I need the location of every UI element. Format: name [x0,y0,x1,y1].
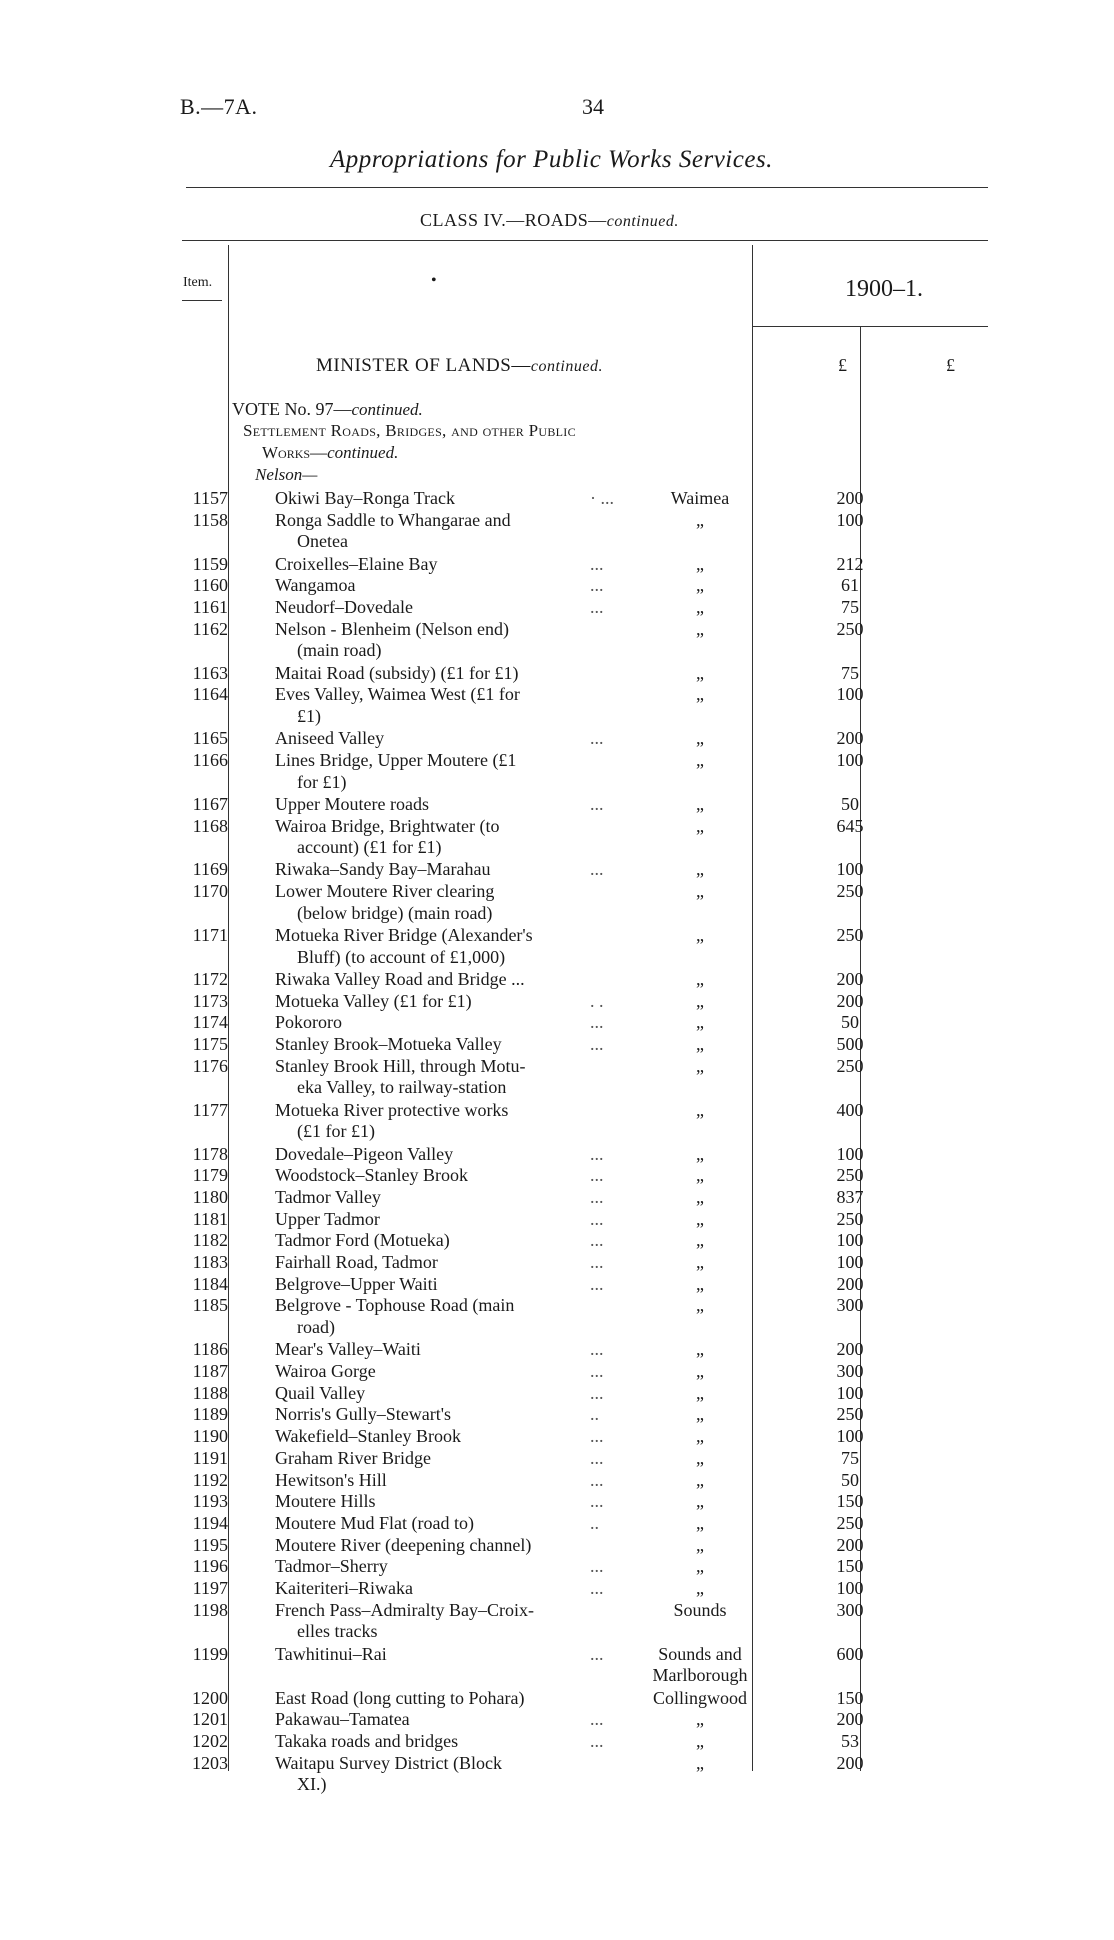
leader-dots: ... [590,1709,604,1730]
amount: 200 [836,488,864,508]
table-row [0,815,1114,858]
item-description-continued: for £1) [297,771,347,792]
item-description: Motueka River Bridge (Alexander's [275,925,533,945]
item-description: Riwaka Valley Road and Bridge ... [275,968,525,989]
item-description: Norris's Gully–Stewart's [275,1404,451,1425]
amount: 200 [836,968,864,989]
amount: 75 [841,597,859,617]
table-row [0,488,1114,510]
table-row [0,1295,1114,1338]
leader-dots: ... [590,1426,604,1447]
amount: 100 [836,509,864,530]
table-row [0,1470,1114,1492]
item-number: 1203 [192,1752,228,1773]
leader-dots: ... [590,1578,604,1598]
item-number: 1196 [192,1556,228,1577]
table-row [0,1055,1114,1098]
amount: 200 [836,728,864,749]
item-number: 1172 [192,968,228,989]
item-number: 1199 [192,1643,228,1664]
district: „ [696,1469,704,1490]
leader-dots: ... [590,597,604,617]
item-description: Upper Moutere roads [275,793,429,814]
table-row [0,1426,1114,1448]
table-row [0,1448,1114,1470]
amount: 645 [836,815,864,836]
amount: 100 [836,859,864,880]
district: „ [696,1230,704,1251]
district: „ [696,1709,704,1730]
item-description: Tadmor Ford (Motueka) [275,1230,450,1251]
district: „ [696,990,704,1011]
district-continued: Marlborough [652,1665,748,1686]
item-description: Quail Valley [275,1382,366,1403]
district: „ [696,968,704,989]
table-row [0,1361,1114,1383]
item-description-continued: (below bridge) (main road) [297,902,493,923]
item-number: 1166 [192,749,228,770]
amount: 250 [836,925,864,945]
district: „ [696,1730,704,1751]
amount: 50 [841,793,859,814]
item-description: Fairhall Road, Tadmor [275,1252,438,1272]
item-number: 1201 [192,1709,228,1730]
leader-dots: . . [590,990,604,1011]
leader-dots: ... [590,1273,604,1294]
item-description: Eves Valley, Waimea West (£1 for [275,684,520,705]
item-description: Croixelles–Elaine Bay [275,553,438,574]
item-number: 1163 [192,662,228,683]
leader-dots: ... [590,1034,604,1054]
district: „ [696,881,704,902]
item-description: Wairoa Gorge [275,1361,376,1381]
item-number: 1160 [192,575,228,596]
amount: 100 [836,1143,864,1164]
district: „ [696,1252,704,1272]
district: „ [696,1273,704,1294]
district: „ [696,1034,704,1054]
item-number: 1158 [192,509,228,530]
district: „ [696,1012,704,1033]
district: Sounds [673,1599,727,1620]
amount: 100 [836,684,864,705]
leader-dots: ... [590,1230,604,1251]
table-row [0,663,1114,685]
district: „ [696,859,704,880]
table-row [0,618,1114,661]
item-number: 1179 [192,1165,228,1186]
item-number: 1161 [192,597,228,617]
item-number: 1157 [192,488,228,508]
leader-dots: ... [590,859,604,880]
vote-heading: VOTE No. 97—continued. [232,399,423,419]
district: „ [696,618,704,639]
item-number: 1168 [192,815,228,836]
leader-dots: ... [590,1447,604,1468]
leader-dots: ... [590,1165,604,1186]
table-row [0,1383,1114,1405]
leader-dots: ... [590,1143,604,1164]
leader-dots: ... [590,1643,604,1664]
amount: 150 [836,1687,864,1708]
table-row [0,554,1114,576]
item-description: Belgrove–Upper Waiti [275,1273,438,1294]
item-description: Wangamoa [275,575,356,596]
region-heading: Nelson— [255,465,318,484]
item-description: Stanley Brook–Motueka Valley [275,1034,502,1054]
amount: 250 [836,1404,864,1425]
amount: 300 [836,1361,864,1381]
item-description-continued: (main road) [297,640,382,661]
table-row [0,1034,1114,1056]
district: „ [696,1099,704,1120]
item-number: 1175 [192,1034,228,1054]
item-description: Waitapu Survey District (Block [275,1752,503,1773]
table-row [0,1144,1114,1166]
item-number: 1164 [192,684,228,705]
amount: 61 [841,575,859,596]
item-number: 1173 [192,990,228,1011]
item-description: Pokororo [275,1012,342,1033]
district: „ [696,509,704,530]
leader-dots: ... [590,1556,604,1577]
item-number: 1167 [192,793,228,814]
table-row [0,1599,1114,1642]
item-description: Dovedale–Pigeon Valley [275,1143,454,1164]
district: Sounds and [658,1643,742,1664]
district: „ [696,553,704,574]
amount: 200 [836,1273,864,1294]
page-title: Appropriations for Public Works Services. [330,146,773,173]
item-description-continued: Onetea [297,531,348,552]
amount: 200 [836,1752,864,1773]
district: „ [696,1447,704,1468]
item-description: Neudorf–Dovedale [275,597,413,617]
item-number: 1183 [192,1252,228,1272]
table-row [0,794,1114,816]
item-description: Upper Tadmor [275,1208,380,1229]
item-description: East Road (long cutting to Pohara) [275,1687,525,1708]
item-number: 1174 [192,1012,228,1033]
leader-dots: ... [590,1491,604,1512]
table-row [0,1252,1114,1274]
item-description: Tadmor–Sherry [275,1556,388,1577]
district: „ [696,1186,704,1207]
leader-dots: .. [590,1404,599,1425]
table-row [0,991,1114,1013]
item-number: 1187 [192,1361,228,1381]
table-row [0,859,1114,881]
table-row [0,925,1114,967]
item-description: Riwaka–Sandy Bay–Marahau [275,859,491,880]
leader-dots: ... [590,1730,604,1751]
district: „ [696,749,704,770]
amount: 212 [836,553,864,574]
amount: 150 [836,1491,864,1512]
item-number: 1178 [192,1143,228,1164]
table-row [0,728,1114,750]
item-description-continued: (£1 for £1) [297,1121,375,1142]
item-description: Motueka Valley (£1 for £1) [275,990,472,1011]
item-number: 1200 [192,1687,228,1708]
leader-dots: ... [590,728,604,749]
item-description: French Pass–Admiralty Bay–Croix- [275,1599,534,1620]
table-row [0,684,1114,726]
amount: 150 [836,1556,864,1577]
amount: 600 [836,1643,864,1664]
amount: 200 [836,1534,864,1555]
item-number: 1182 [192,1230,228,1251]
district: „ [696,925,704,945]
item-number: 1169 [192,859,228,880]
leader-dots: ... [590,793,604,814]
table-row [0,969,1114,991]
leader-dots: .. [590,1512,599,1533]
item-number: 1180 [192,1186,228,1207]
item-description-continued: eka Valley, to railway-station [297,1077,507,1098]
item-number: 1186 [192,1339,228,1360]
table-row [0,1578,1114,1600]
district: „ [696,1404,704,1425]
table-row [0,1731,1114,1753]
district: „ [696,575,704,596]
table-row [0,1513,1114,1535]
district: „ [696,728,704,749]
item-number: 1189 [192,1404,228,1425]
district: „ [696,1578,704,1598]
leader-dots: ... [590,1252,604,1272]
minister-heading: MINISTER OF LANDS—continued. [316,355,603,376]
item-description: Moutere Mud Flat (road to) [275,1512,474,1533]
district: „ [696,597,704,617]
table-row [0,597,1114,619]
amount: 75 [841,662,859,683]
divider [752,326,988,327]
amount: 250 [836,881,864,902]
item-description: Stanley Brook Hill, through Motu- [275,1055,526,1076]
district: „ [696,684,704,705]
item-description-continued: XI.) [297,1774,327,1795]
table-row [0,1209,1114,1231]
district: „ [696,1339,704,1360]
subheading-line: Settlement Roads, Bridges, and other Public [243,421,576,440]
table-row [0,1404,1114,1426]
item-number: 1176 [192,1055,228,1076]
district: „ [696,662,704,683]
table-row [0,749,1114,792]
item-description: Moutere Hills [275,1491,376,1512]
table-row [0,1099,1114,1142]
amount: 100 [836,1382,864,1403]
table-row [0,1012,1114,1034]
document-reference: B.—7A. [180,94,258,119]
leader-dots: · ... [590,488,614,508]
item-number: 1177 [192,1099,228,1120]
district: „ [696,1534,704,1555]
item-description: Wakefield–Stanley Brook [275,1426,462,1447]
table-row [0,1491,1114,1513]
divider [186,187,988,188]
leader-dots: ... [590,1382,604,1403]
item-description: Lower Moutere River clearing [275,881,495,902]
amount: 250 [836,1208,864,1229]
amount: 200 [836,1709,864,1730]
table-row [0,1752,1114,1795]
item-column-header: Item. [183,275,213,290]
leader-dots: ... [590,553,604,574]
leader-dots: ... [590,1339,604,1360]
table-row [0,1709,1114,1731]
item-number: 1198 [192,1599,228,1620]
amount: 300 [836,1295,864,1316]
table-row [0,1688,1114,1710]
item-description: Woodstock–Stanley Brook [275,1165,469,1186]
table-row [0,1165,1114,1187]
amount: 100 [836,1252,864,1272]
district: „ [696,1491,704,1512]
district: „ [696,1165,704,1186]
district: „ [696,1143,704,1164]
item-number: 1181 [192,1208,228,1229]
amount: 400 [836,1099,864,1120]
item-description: Nelson - Blenheim (Nelson end) [275,618,509,639]
item-description: Tadmor Valley [275,1186,381,1207]
district: „ [696,1208,704,1229]
amount: 500 [836,1034,864,1054]
table-row [0,1643,1114,1686]
item-description: Moutere River (deepening channel) [275,1534,532,1555]
item-description-continued: road) [297,1317,335,1338]
item-number: 1188 [192,1382,228,1403]
currency-header: £ [946,355,955,375]
amount: 100 [836,1578,864,1598]
amount: 50 [841,1469,859,1490]
amount: 50 [841,1012,859,1033]
district: „ [696,1752,704,1773]
item-description: Wairoa Bridge, Brightwater (to [275,815,500,836]
district: „ [696,1556,704,1577]
district: „ [696,1512,704,1533]
table-row [0,1230,1114,1252]
leader-dots: ... [590,1186,604,1207]
table-row [0,509,1114,552]
leader-dots: ... [590,1469,604,1490]
item-description: Tawhitinui–Rai [275,1643,387,1664]
amount: 200 [836,990,864,1011]
amount: 250 [836,1055,864,1076]
item-number: 1202 [192,1730,228,1751]
divider [182,240,988,241]
item-description-continued: account) (£1 for £1) [297,837,442,858]
item-description-continued: £1) [297,705,321,726]
district: „ [696,793,704,814]
class-heading: CLASS IV.—ROADS—continued. [420,210,679,230]
item-description-continued: elles tracks [297,1621,378,1642]
table-row [0,1556,1114,1578]
item-description: Graham River Bridge [275,1447,431,1468]
district: „ [696,1295,704,1316]
amount: 250 [836,1165,864,1186]
leader-dots: ... [590,1012,604,1033]
item-number: 1193 [192,1491,228,1512]
item-number: 1165 [192,728,228,749]
bullet-mark: • [431,272,437,289]
item-number: 1195 [192,1534,228,1555]
table-row [0,1187,1114,1209]
amount: 250 [836,1512,864,1533]
item-description: Kaiteriteri–Riwaka [275,1578,413,1598]
amount: 100 [836,1230,864,1251]
currency-header: £ [838,355,847,375]
item-description: Aniseed Valley [275,728,385,749]
item-number: 1194 [192,1512,228,1533]
item-number: 1190 [192,1426,228,1447]
leader-dots: ... [590,1361,604,1381]
item-number: 1162 [192,618,228,639]
item-description: Okiwi Bay–Ronga Track [275,488,455,508]
item-description: Maitai Road (subsidy) (£1 for £1) [275,662,519,683]
item-description: Mear's Valley–Waiti [275,1339,421,1360]
divider [182,300,222,301]
district: „ [696,1426,704,1447]
subheading-line: Works—continued. [262,443,399,462]
table-row [0,1339,1114,1361]
year-column-header: 1900–1. [845,276,923,302]
item-description: Lines Bridge, Upper Moutere (£1 [275,749,517,770]
item-description: Pakawau–Tamatea [275,1709,410,1730]
district: „ [696,1055,704,1076]
amount: 200 [836,1339,864,1360]
table-row [0,1274,1114,1296]
item-description: Takaka roads and bridges [275,1730,459,1751]
item-number: 1184 [192,1273,228,1294]
leader-dots: ... [590,1208,604,1229]
amount: 250 [836,618,864,639]
item-description: Motueka River protective works [275,1099,509,1120]
amount: 837 [836,1186,864,1207]
item-description: Belgrove - Tophouse Road (main [275,1295,515,1316]
item-number: 1191 [192,1447,228,1468]
amount: 100 [836,1426,864,1447]
district: „ [696,815,704,836]
item-description: Hewitson's Hill [275,1469,387,1490]
item-number: 1170 [192,881,228,902]
item-description: Ronga Saddle to Whangarae and [275,509,511,530]
item-description-continued: Bluff) (to account of £1,000) [297,946,506,967]
leader-dots: ... [590,575,604,596]
amount: 53 [841,1730,859,1751]
amount: 300 [836,1599,864,1620]
district: Waimea [670,488,730,508]
item-number: 1192 [192,1469,228,1490]
page-number: 34 [582,94,604,119]
amount: 100 [836,749,864,770]
item-number: 1197 [192,1578,228,1598]
item-number: 1185 [192,1295,228,1316]
district: „ [696,1361,704,1381]
district: „ [696,1382,704,1403]
item-number: 1171 [192,925,228,945]
item-number: 1159 [192,553,228,574]
district: Collingwood [652,1687,747,1708]
amount: 75 [841,1447,859,1468]
table-row [0,1535,1114,1557]
table-row [0,881,1114,923]
table-row [0,575,1114,597]
